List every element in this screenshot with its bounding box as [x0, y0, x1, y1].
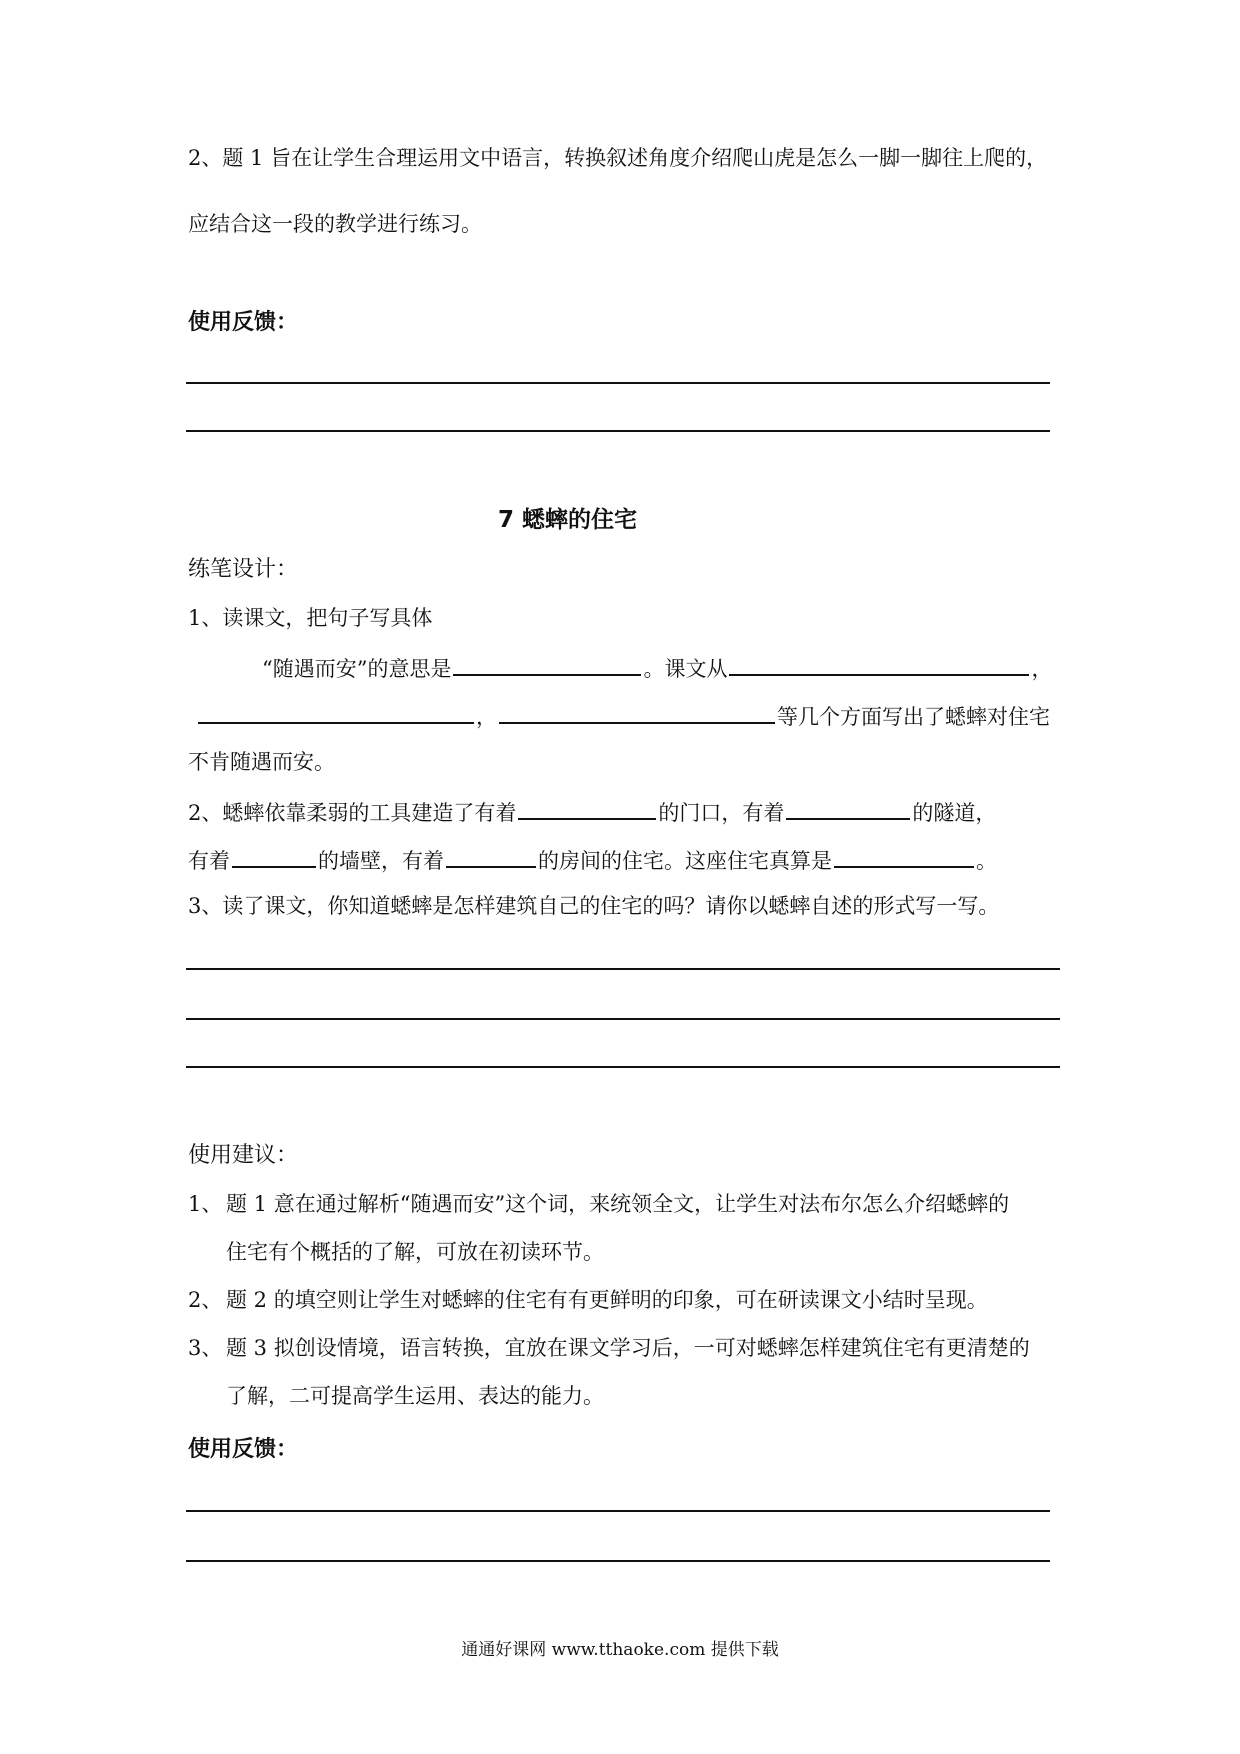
note-line: 应结合这一段的教学进行练习。 [188, 212, 482, 236]
suggestion-text: 题 2 的填空则让学生对蟋蟀的住宅有有更鲜明的印象，可在研读课文小结时呈现。 [226, 1288, 988, 1312]
q1-text: 等几个方面写出了蟋蟀对住宅 [777, 705, 1050, 729]
fill-blank[interactable] [729, 652, 1029, 676]
q2-text: 有着 [188, 849, 230, 873]
q2-text: 的房间的住宅。这座住宅真算是 [538, 849, 832, 873]
question-2-line-1 [188, 796, 996, 827]
fill-blank[interactable] [232, 844, 316, 868]
q1-text: ， [476, 705, 497, 729]
suggestion-number: 3、 [188, 1336, 223, 1360]
q2-text: 2、蟋蟀依靠柔弱的工具建造了有着 [188, 801, 517, 825]
answer-writing-line[interactable] [186, 1066, 1060, 1068]
fill-blank[interactable] [518, 796, 656, 820]
fill-blank[interactable] [786, 796, 910, 820]
feedback-label: 使用反馈： [188, 1437, 299, 1462]
answer-writing-line[interactable] [186, 1018, 1060, 1020]
fill-blank[interactable] [446, 844, 536, 868]
question-1-line-3: 不肯随遇而安。 [188, 750, 335, 774]
suggestion-number: 1、 [188, 1192, 223, 1216]
q2-text: 的隧道， [912, 801, 997, 825]
q2-text: 。 [976, 849, 997, 873]
question-1-line-2 [196, 700, 1050, 731]
fill-blank[interactable] [453, 652, 641, 676]
note-line: 2、题 1 旨在让学生合理运用文中语言，转换叙述角度介绍爬山虎是怎么一脚一脚往上爬的， [188, 146, 1048, 170]
page-footer: 通通好课网 www.tthaoke.com 提供下载 [461, 1640, 779, 1660]
q1-text: 。课文从 [643, 657, 728, 681]
q1-text: “随遇而安”的意思是 [262, 657, 452, 681]
question-3-stem: 3、读了课文，你知道蟋蟀是怎样建筑自己的住宅的吗？请你以蟋蟀自述的形式写一写。 [188, 894, 1000, 918]
design-heading: 练笔设计： [188, 557, 299, 582]
suggestion-text: 了解，二可提高学生运用、表达的能力。 [226, 1384, 604, 1408]
q2-text: 的门口，有着 [658, 801, 785, 825]
feedback-writing-line[interactable] [186, 1560, 1050, 1562]
suggestion-heading: 使用建议： [188, 1143, 299, 1168]
suggestion-text: 题 3 拟创设情境，语言转换，宜放在课文学习后，一可对蟋蟀怎样建筑住宅有更清楚的 [226, 1336, 1030, 1360]
feedback-writing-line[interactable] [186, 382, 1050, 384]
suggestion-text: 住宅有个概括的了解，可放在初读环节。 [226, 1240, 604, 1264]
q2-text: 的墙壁，有着 [318, 849, 444, 873]
fill-blank[interactable] [834, 844, 974, 868]
lesson-title: 7 蟋蟀的住宅 [498, 507, 638, 533]
question-1-stem: 1、读课文，把句子写具体 [188, 606, 433, 630]
question-2-line-2 [188, 844, 997, 875]
question-1-line-1 [262, 652, 1052, 683]
suggestion-text: 题 1 意在通过解析“随遇而安”这个词，来统领全文，让学生对法布尔怎么介绍蟋蟀的 [226, 1192, 1010, 1216]
fill-blank[interactable] [198, 700, 474, 724]
feedback-writing-line[interactable] [186, 1510, 1050, 1512]
suggestion-number: 2、 [188, 1288, 223, 1312]
feedback-label: 使用反馈： [188, 310, 299, 335]
fill-blank[interactable] [499, 700, 775, 724]
q1-text: ， [1031, 657, 1053, 681]
answer-writing-line[interactable] [186, 968, 1060, 970]
feedback-writing-line[interactable] [186, 430, 1050, 432]
